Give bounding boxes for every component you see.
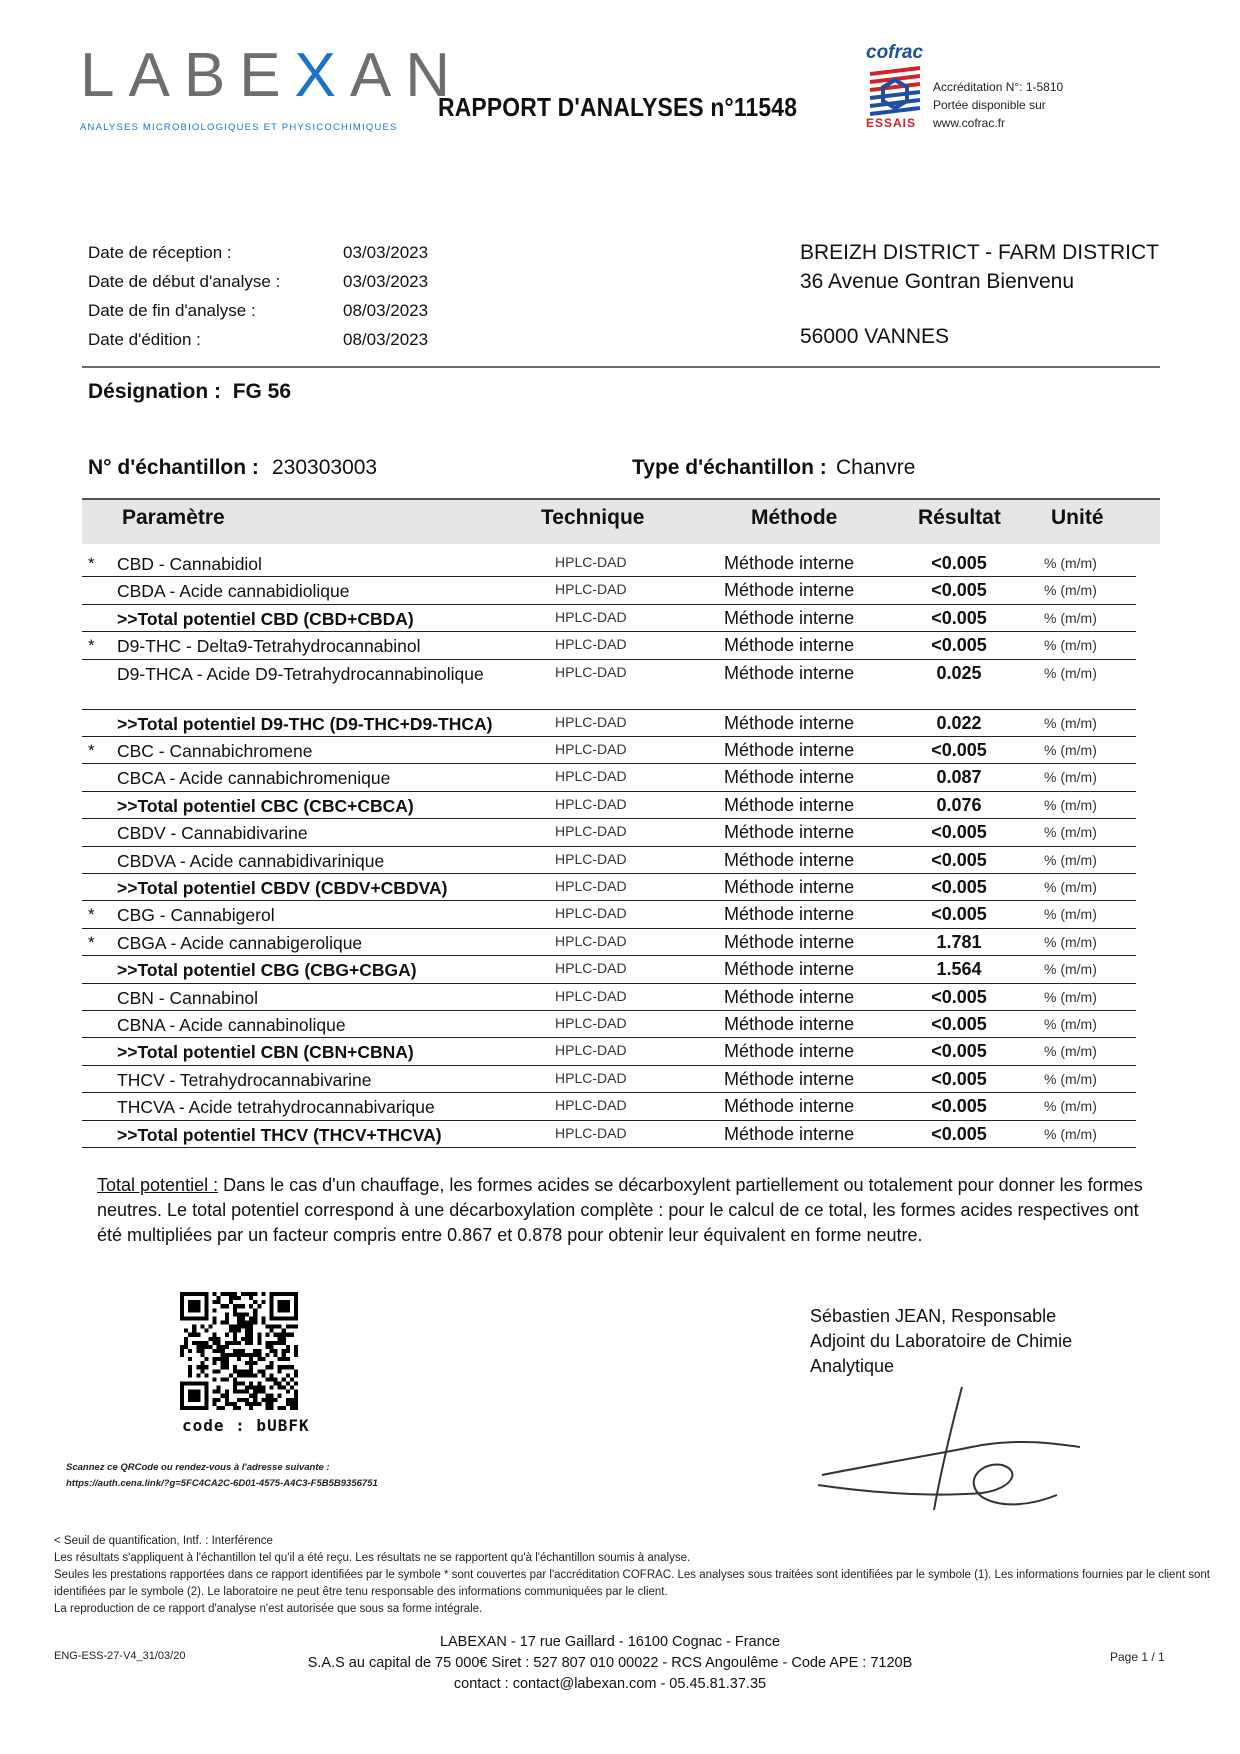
- row-methode: Méthode interne: [724, 607, 855, 628]
- row-resultat: <0.005: [931, 635, 987, 656]
- row-parameter: CBNA - Acide cannabinolique: [117, 1015, 346, 1035]
- row-unite: % (m/m): [1044, 906, 1097, 923]
- cofrac-emblem-icon: [866, 64, 924, 118]
- scan-instruction-line: Scannez ce QRCode ou rendez-vous à l'adresse suivante :: [66, 1462, 330, 1473]
- qr-scan-instructions: [66, 1460, 378, 1492]
- row-resultat: <0.005: [931, 877, 987, 897]
- legal-line: La reproduction de ce rapport d'analyse n'est autorisée que sous sa forme intégrale.: [54, 1603, 483, 1615]
- footer-address: LABEXAN - 17 rue Gaillard - 16100 Cognac - France: [439, 1634, 781, 1650]
- row-resultat: 0.022: [936, 712, 982, 733]
- table-row: [82, 604, 1136, 632]
- sample-number: 230303003: [272, 456, 378, 479]
- row-resultat: 0.087: [936, 767, 982, 788]
- row-resultat: <0.005: [931, 822, 987, 843]
- row-methode: Méthode interne: [724, 1123, 855, 1144]
- row-methode: Méthode interne: [724, 662, 855, 683]
- client-city: 56000 VANNES: [800, 325, 950, 348]
- labexan-logo: LABEXAN: [80, 41, 465, 110]
- row-unite: % (m/m): [1044, 879, 1097, 895]
- date-fin-label: Date de fin d'analyse :: [88, 301, 256, 320]
- row-unite: % (m/m): [1044, 1125, 1097, 1142]
- row-technique: HPLC-DAD: [555, 741, 627, 757]
- row-methode: Méthode interne: [724, 986, 855, 1007]
- row-unite: % (m/m): [1044, 714, 1097, 731]
- table-row: [82, 1037, 1136, 1065]
- col-header-resultat: Résultat: [918, 506, 1001, 529]
- row-resultat: <0.005: [931, 904, 987, 925]
- row-parameter: CBDVA - Acide cannabidivarinique: [117, 850, 385, 871]
- table-row: [82, 659, 1136, 710]
- row-resultat: <0.005: [931, 740, 987, 760]
- row-methode: Méthode interne: [724, 740, 855, 760]
- row-methode: Méthode interne: [724, 1014, 855, 1034]
- table-row: [82, 873, 1136, 901]
- row-methode: Méthode interne: [724, 849, 855, 870]
- table-row: [82, 900, 1136, 928]
- table-row: [82, 1092, 1136, 1120]
- row-technique: HPLC-DAD: [555, 636, 627, 653]
- table-row: [82, 1010, 1136, 1038]
- client-name: BREIZH DISTRICT - FARM DISTRICT: [800, 241, 1159, 264]
- row-technique: HPLC-DAD: [555, 608, 627, 625]
- row-unite: % (m/m): [1044, 824, 1097, 841]
- row-resultat: <0.005: [931, 553, 987, 573]
- table-row: [82, 1120, 1136, 1148]
- table-row: [82, 709, 1136, 737]
- row-resultat: 1.781: [936, 931, 982, 952]
- row-parameter: CBD - Cannabidiol: [117, 554, 262, 574]
- table-row: [82, 576, 1136, 604]
- row-resultat: 0.076: [936, 794, 982, 815]
- row-methode: Méthode interne: [724, 794, 855, 815]
- row-methode: Méthode interne: [724, 712, 855, 733]
- date-debut-value: 03/03/2023: [343, 272, 429, 291]
- total-potentiel-note: [97, 1173, 1147, 1248]
- legal-line: Les résultats s'appliquent à l'échantillon tel qu'il a été reçu. Les résultats ne se rapportent qu'à l'échantillon soumis à analyse.: [54, 1552, 691, 1564]
- note-text: Dans le cas d'un chauffage, les formes acides se décarboxylent partiellement ou totalement pour donner les formes neutres. Le total potentiel correspond à une décarboxylation complète : pour le calcul de ce total, les formes acides respectives ont été multipliées par un facteur compris entre 0.867 et 0.878 pour obtenir leur équivalent en forme neutre.: [97, 1175, 1143, 1245]
- row-parameter: THCV - Tetrahydrocannabivarine: [117, 1069, 372, 1090]
- row-resultat: 0.025: [936, 662, 982, 683]
- row-methode: Méthode interne: [724, 1068, 855, 1089]
- legal-line: Seules les prestations rapportées dans ce rapport identifiées par le symbole * sont couvertes par l'accréditation COFRAC. Les analyses sous traitées sont identifiées par le symbole (1). Les informations fournies par le client sont identifiées par le symbole (2). Le laboratoire ne peut être tenu responsable des informations communiquées par le client.: [54, 1569, 1210, 1598]
- row-technique: HPLC-DAD: [555, 1042, 627, 1059]
- row-unite: % (m/m): [1044, 637, 1097, 654]
- signer-role: Adjoint du Laboratoire de Chimie: [810, 1331, 1073, 1351]
- row-technique: HPLC-DAD: [555, 1015, 627, 1031]
- table-row: [82, 736, 1136, 764]
- cofrac-logo-word: cofrac: [866, 42, 924, 63]
- table-row: [82, 549, 1136, 577]
- row-unite: % (m/m): [1044, 796, 1097, 813]
- row-resultat: <0.005: [931, 580, 987, 601]
- row-parameter: >>Total potentiel CBN (CBN+CBNA): [117, 1042, 414, 1063]
- row-resultat: <0.005: [931, 1068, 987, 1089]
- row-technique: HPLC-DAD: [555, 663, 627, 680]
- row-methode: Méthode interne: [724, 959, 855, 980]
- table-row: [82, 763, 1136, 791]
- row-unite: % (m/m): [1044, 609, 1097, 626]
- client-address: [800, 238, 1159, 351]
- row-technique: HPLC-DAD: [555, 823, 627, 840]
- sample-type-label: Type d'échantillon :: [632, 456, 827, 479]
- row-star-marker: *: [88, 554, 95, 573]
- accreditation-url: www.cofrac.fr: [933, 116, 1006, 130]
- row-methode: Méthode interne: [724, 635, 855, 656]
- col-header-methode: Méthode: [751, 506, 838, 529]
- row-methode: Méthode interne: [724, 877, 855, 897]
- row-unite: % (m/m): [1044, 988, 1097, 1005]
- row-parameter: CBGA - Acide cannabigerolique: [117, 932, 363, 953]
- date-debut-label: Date de début d'analyse :: [88, 272, 281, 291]
- signer-role-cont: Analytique: [810, 1356, 895, 1376]
- row-parameter: >>Total potentiel CBC (CBC+CBCA): [117, 795, 414, 816]
- row-technique: HPLC-DAD: [555, 713, 627, 730]
- row-unite: % (m/m): [1044, 1016, 1097, 1032]
- row-parameter: CBN - Cannabinol: [117, 987, 259, 1008]
- row-parameter: CBDA - Acide cannabidiolique: [117, 581, 350, 602]
- row-methode: Méthode interne: [724, 580, 855, 601]
- table-row: [82, 955, 1136, 983]
- page-number: Page 1 / 1: [1110, 1650, 1165, 1664]
- row-methode: Méthode interne: [724, 904, 855, 925]
- logo-subtitle: ANALYSES MICROBIOLOGIQUES ET PHYSICOCHIMIQUES: [80, 122, 398, 133]
- row-technique: HPLC-DAD: [555, 850, 627, 867]
- row-unite: % (m/m): [1044, 582, 1097, 599]
- date-reception-label: Date de réception :: [88, 243, 232, 262]
- footer-contact: contact : contact@labexan.com - 05.45.81.37.35: [453, 1676, 767, 1692]
- row-technique: HPLC-DAD: [555, 932, 627, 949]
- date-fin-value: 08/03/2023: [343, 301, 429, 320]
- row-resultat: <0.005: [931, 1123, 987, 1144]
- row-unite: % (m/m): [1044, 742, 1097, 758]
- row-technique: HPLC-DAD: [555, 1097, 627, 1114]
- row-parameter: D9-THCA - Acide D9-Tetrahydrocannabinolique: [117, 663, 484, 684]
- accreditation-number: Accréditation N°: 1-5810: [933, 80, 1064, 94]
- row-resultat: 1.564: [936, 959, 982, 980]
- document-reference: ENG-ESS-27-V4_31/03/20: [54, 1650, 186, 1662]
- row-unite: % (m/m): [1044, 1070, 1097, 1087]
- sample-type: Chanvre: [836, 456, 916, 479]
- row-unite: % (m/m): [1044, 555, 1097, 571]
- row-unite: % (m/m): [1044, 961, 1097, 978]
- designation-value: FG 56: [232, 380, 292, 403]
- table-row: [82, 631, 1136, 659]
- footer-legal: S.A.S au capital de 75 000€ Siret : 527 807 010 00022 - RCS Angoulême - Code APE : 7120B: [307, 1655, 913, 1671]
- accreditation-info: [933, 78, 1063, 132]
- row-methode: Méthode interne: [724, 822, 855, 843]
- row-technique: HPLC-DAD: [555, 768, 627, 785]
- row-parameter: CBCA - Acide cannabichromenique: [117, 768, 391, 789]
- table-row: [82, 818, 1136, 846]
- signer-name: Sébastien JEAN, Responsable: [810, 1306, 1057, 1326]
- sample-number-label: N° d'échantillon :: [88, 456, 259, 479]
- row-technique: HPLC-DAD: [555, 905, 627, 922]
- row-unite: % (m/m): [1044, 664, 1097, 681]
- row-parameter: CBC - Cannabichromene: [117, 741, 313, 761]
- row-methode: Méthode interne: [724, 1096, 855, 1117]
- dates-labels: [88, 238, 280, 354]
- row-unite: % (m/m): [1044, 769, 1097, 786]
- qr-code-label: code : bUBFK: [182, 1416, 310, 1435]
- row-resultat: <0.005: [931, 1041, 987, 1062]
- row-technique: HPLC-DAD: [555, 795, 627, 812]
- dates-values: [343, 238, 428, 354]
- row-parameter: D9-THC - Delta9-Tetrahydrocannabinol: [117, 636, 421, 657]
- col-header-unite: Unité: [1051, 506, 1104, 529]
- date-reception-value: 03/03/2023: [343, 243, 429, 262]
- divider: [82, 366, 1160, 368]
- row-unite: % (m/m): [1044, 1043, 1097, 1060]
- row-star-marker: *: [88, 932, 95, 952]
- table-row: [82, 791, 1136, 819]
- legal-notes: [54, 1533, 1214, 1618]
- row-technique: HPLC-DAD: [555, 554, 627, 570]
- signature-icon: [812, 1385, 1092, 1515]
- table-row: [82, 928, 1136, 956]
- row-resultat: <0.005: [931, 849, 987, 870]
- designation: [88, 380, 291, 404]
- row-parameter: >>Total potentiel CBD (CBD+CBDA): [117, 608, 414, 629]
- col-header-technique: Technique: [541, 506, 645, 529]
- signer-block: [810, 1304, 1072, 1379]
- row-unite: % (m/m): [1044, 851, 1097, 868]
- table-row: [82, 1065, 1136, 1093]
- row-resultat: <0.005: [931, 1096, 987, 1117]
- row-parameter: CBDV - Cannabidivarine: [117, 823, 308, 844]
- row-resultat: <0.005: [931, 986, 987, 1007]
- row-technique: HPLC-DAD: [555, 581, 627, 598]
- report-title: RAPPORT D'ANALYSES n°11548: [438, 92, 798, 122]
- accreditation-scope: Portée disponible sur: [933, 98, 1046, 112]
- row-parameter: >>Total potentiel CBDV (CBDV+CBDVA): [117, 878, 448, 898]
- designation-label: Désignation :: [88, 380, 222, 403]
- date-edition-label: Date d'édition :: [88, 330, 201, 349]
- note-title: Total potentiel :: [97, 1175, 219, 1195]
- row-parameter: CBG - Cannabigerol: [117, 905, 275, 926]
- row-star-marker: *: [88, 741, 95, 760]
- row-unite: % (m/m): [1044, 933, 1097, 950]
- cofrac-essais-label: ESSAIS: [866, 116, 917, 130]
- row-unite: % (m/m): [1044, 1098, 1097, 1115]
- row-parameter: THCVA - Acide tetrahydrocannabivarique: [117, 1097, 435, 1118]
- row-methode: Méthode interne: [724, 553, 855, 573]
- table-row: [82, 846, 1136, 874]
- row-technique: HPLC-DAD: [555, 878, 627, 894]
- row-methode: Méthode interne: [724, 931, 855, 952]
- row-resultat: <0.005: [931, 607, 987, 628]
- client-street: 36 Avenue Gontran Bienvenu: [800, 270, 1074, 293]
- scan-url: https://auth.cena.link/?g=5FC4CA2C-6D01-4575-A4C3-F5B5B9356751: [66, 1478, 378, 1489]
- row-resultat: <0.005: [931, 1014, 987, 1034]
- footer-company: [280, 1632, 940, 1695]
- date-edition-value: 08/03/2023: [343, 330, 429, 349]
- row-parameter: >>Total potentiel THCV (THCV+THCVA): [117, 1124, 442, 1145]
- row-methode: Méthode interne: [724, 1041, 855, 1062]
- row-technique: HPLC-DAD: [555, 987, 627, 1004]
- table-row: [82, 983, 1136, 1011]
- row-technique: HPLC-DAD: [555, 1069, 627, 1086]
- col-header-param: Paramètre: [122, 506, 225, 529]
- row-technique: HPLC-DAD: [555, 1124, 627, 1141]
- row-methode: Méthode interne: [724, 767, 855, 788]
- row-parameter: >>Total potentiel CBG (CBG+CBGA): [117, 960, 417, 981]
- row-star-marker: *: [88, 905, 95, 925]
- legal-line: < Seuil de quantification, Intf. : Interférence: [54, 1535, 273, 1547]
- row-star-marker: *: [88, 636, 95, 656]
- row-parameter: >>Total potentiel D9-THC (D9-THC+D9-THCA): [117, 713, 493, 734]
- row-technique: HPLC-DAD: [555, 960, 627, 977]
- qr-code-icon: [180, 1292, 298, 1410]
